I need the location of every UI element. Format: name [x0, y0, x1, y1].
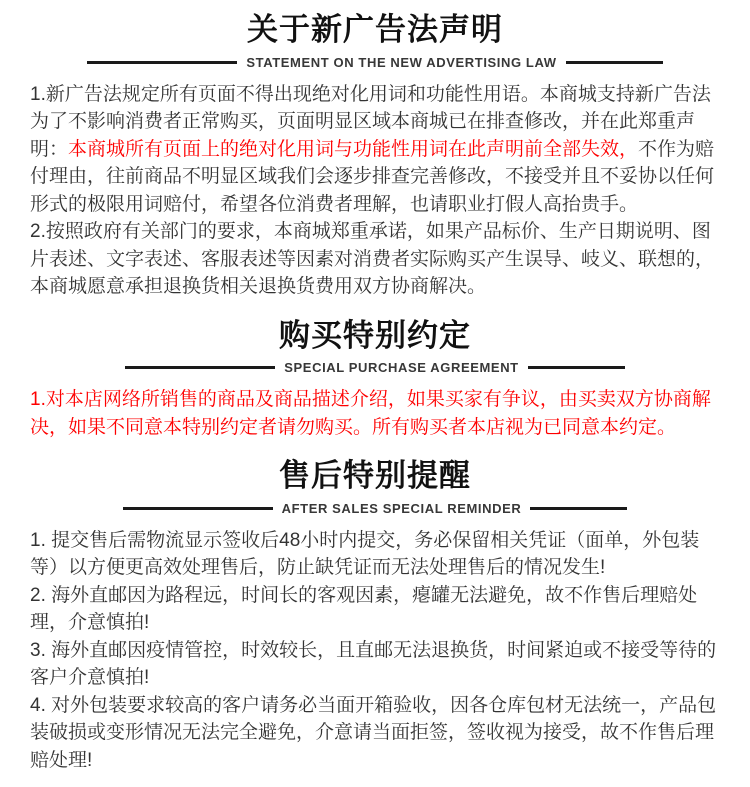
paragraph — [30, 692, 720, 775]
subtitle-row — [30, 55, 720, 70]
paragraph — [30, 527, 720, 582]
section-subtitle-after-sales: AFTER SALES SPECIAL REMINDER — [281, 500, 522, 516]
subtitle-rule-right — [530, 507, 627, 510]
paragraph — [30, 637, 720, 692]
body-text: 不作为赔付理由，往前商品不明显区域我们会逐步排查完善修改，不接受并且不妥协以任何形式的极限用词赔付，希望各位消费者理解，也请职业打假人高抬贵手。 — [30, 138, 715, 215]
section-after-sales-reminder — [30, 458, 720, 774]
body-text: 1. 提交售后需物流显示签收后48小时内提交，务必保留相关凭证（面单，外包装等）以方便更高效处理售后，防止缺凭证而无法处理售后的情况发生! — [30, 529, 700, 579]
section-title-advertising-law: 关于新广告法声明 — [247, 12, 503, 47]
paragraph — [30, 386, 720, 441]
subtitle-rule-left — [125, 366, 275, 369]
body-text: 3. 海外直邮因疫情管控，时效较长，且直邮无法退换货，时间紧迫或不接受等待的客户介意慎拍! — [30, 639, 717, 689]
body-text: 2.按照政府有关部门的要求，本商城郑重承诺，如果产品标价、生产日期说明、图片表述、文字表述、客服表述等因素对消费者实际购买产生误导、岐义、联想的，本商城愿意承担退换货相关退换货费用双方协商解决。 — [30, 221, 715, 298]
subtitle-rule-right — [528, 366, 625, 369]
section-body-purchase-agreement — [30, 386, 720, 441]
subtitle-rule-left — [123, 507, 273, 510]
subtitle-row — [30, 360, 720, 375]
body-text: 1.新广告法规定所有页面不得出现绝对化用词和功能性用语。本商城支持新广告法为了不影响消费者正常购买，页面明显区域本商城已在排查修改，并在此郑重声明： — [30, 83, 711, 160]
section-purchase-agreement — [30, 318, 720, 442]
paragraph — [30, 218, 720, 301]
subtitle-row — [30, 501, 720, 516]
subtitle-rule-right — [566, 61, 663, 64]
section-subtitle-purchase-agreement: SPECIAL PURCHASE AGREEMENT — [284, 360, 519, 376]
section-subtitle-advertising-law: STATEMENT ON THE NEW ADVERTISING LAW — [246, 54, 557, 70]
subtitle-rule-left — [87, 61, 237, 64]
section-title-after-sales: 售后特别提醒 — [279, 458, 471, 494]
paragraph — [30, 81, 720, 219]
section-new-advertising-law — [30, 12, 720, 301]
section-body-advertising-law — [30, 81, 720, 301]
body-text: 2. 海外直邮因为路程远，时间长的客观因素，瘪罐无法避免，故不作售后理赔处理，介意慎拍! — [30, 584, 698, 634]
paragraph — [30, 582, 720, 637]
warning-text: 1.对本店网络所销售的商品及商品描述介绍，如果买家有争议，由买卖双方协商解决，如果不同意本特别约定者请勿购买。所有购买者本店视为已同意本约定。 — [30, 389, 711, 438]
body-text: 4. 对外包装要求较高的客户请务必当面开箱验收，因各仓库包材无法统一，产品包装破损或变形情况无法完全避免，介意请当面拒签，签收视为接受，故不作售后理赔处理! — [30, 694, 717, 771]
section-title-purchase-agreement: 购买特别约定 — [279, 317, 471, 353]
section-body-after-sales — [30, 527, 720, 775]
warning-text: 本商城所有页面上的绝对化用词与功能性用词在此声明前全部失效， — [68, 138, 639, 160]
